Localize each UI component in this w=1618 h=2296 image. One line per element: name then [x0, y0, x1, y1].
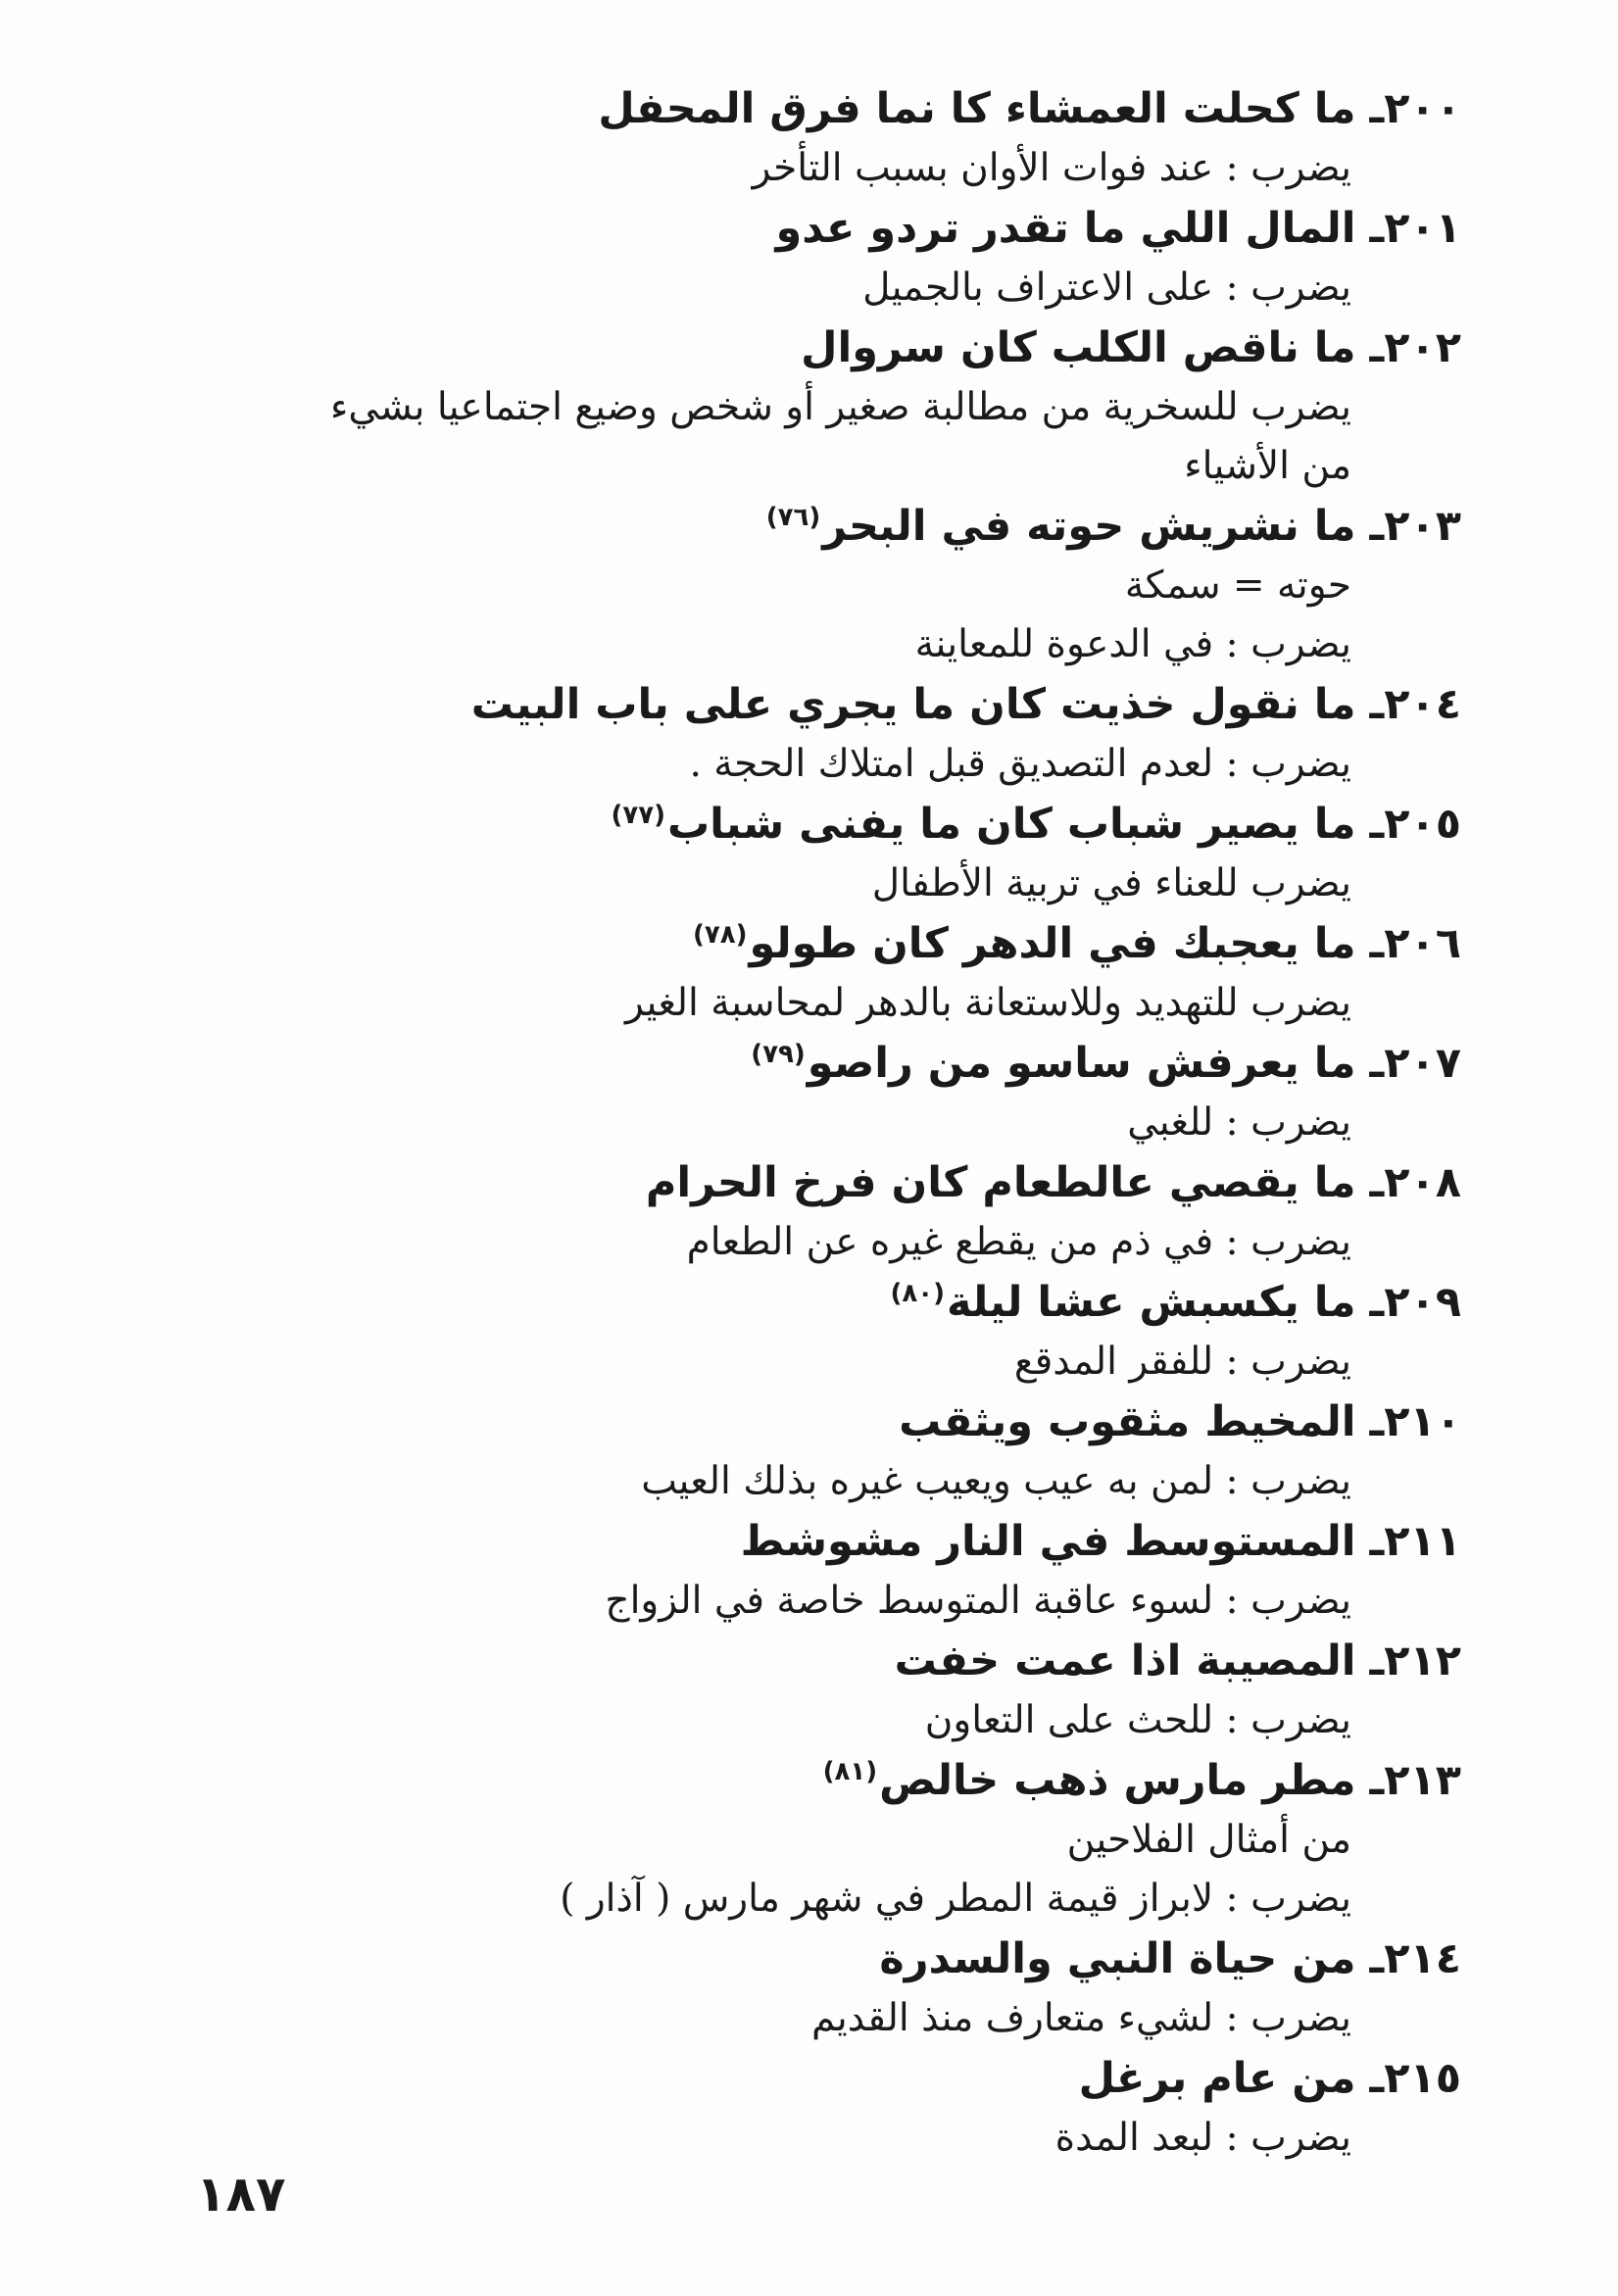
proverb-explanation-line: يضرب : لابراز قيمة المطر في شهر مارس ( آذار ) — [560, 1877, 1351, 1921]
proverb-explanation-line: يضرب : لشيء متعارف منذ القديم — [810, 1996, 1351, 2040]
proverb-title: المال اللي ما تقدر تردو عدو — [775, 204, 1356, 253]
page-number: ١٨٧ — [196, 2166, 286, 2223]
proverb-entry — [109, 198, 1461, 318]
proverb-number: ٢٠٨ـ — [1369, 1158, 1461, 1207]
proverb-explanation-line: يضرب للتهديد وللاستعانة بالدهر لمحاسبة الغير — [625, 981, 1351, 1025]
proverb-entry — [109, 1152, 1461, 1272]
proverb-explanation-line: يضرب : لبعد المدة — [1054, 2116, 1351, 2160]
proverb-number: ٢٠٤ـ — [1369, 680, 1461, 729]
footnote-marker: (٧٨) — [693, 919, 748, 950]
proverb-heading — [109, 318, 1461, 378]
proverb-heading — [109, 1750, 1461, 1811]
proverb-entry — [109, 1033, 1461, 1152]
proverb-title: ما ناقص الكلب كان سروال — [801, 323, 1356, 372]
footnote-marker: (٧٦) — [765, 502, 821, 532]
proverb-title: مطر مارس ذهب خالص — [879, 1756, 1356, 1805]
proverb-title: ما يكسبش عشا ليلة — [947, 1278, 1356, 1327]
proverb-entry — [109, 78, 1461, 198]
proverb-number: ٢٠٢ـ — [1369, 323, 1461, 372]
proverb-entry — [109, 674, 1461, 794]
proverb-title: ما كحلت العمشاء كا نما فرق المحفل — [598, 84, 1356, 133]
proverbs-list — [109, 78, 1461, 2168]
proverb-heading — [109, 1392, 1461, 1452]
proverb-heading — [109, 794, 1461, 855]
proverb-heading — [109, 1631, 1461, 1691]
proverb-title: ما نشريش حوته في البحر — [822, 502, 1356, 551]
proverb-entry — [109, 913, 1461, 1033]
proverb-explanation-line: يضرب للسخرية من مطالبة صغير أو شخص وضيع اجتماعيا بشيء — [330, 385, 1351, 429]
proverb-explanation-line: يضرب : في ذم من يقطع غيره عن الطعام — [686, 1220, 1351, 1264]
proverb-entry — [109, 1272, 1461, 1392]
proverb-explanation-line: من أمثال الفلاحين — [1066, 1818, 1351, 1862]
proverb-heading — [109, 78, 1461, 139]
proverb-number: ٢٠٧ـ — [1369, 1039, 1461, 1088]
proverb-explanation-line: يضرب : للفقر المدقع — [1013, 1340, 1351, 1384]
proverb-number: ٢١٠ـ — [1369, 1397, 1461, 1446]
proverb-title: ما يصير شباب كان ما يفنى شباب — [666, 800, 1356, 849]
proverb-explanation-line: يضرب : للحث على التعاون — [924, 1698, 1351, 1742]
proverb-number: ٢١٢ـ — [1369, 1637, 1461, 1685]
footnote-marker: (٨٠) — [890, 1278, 946, 1308]
proverb-title: ما يقصي عالطعام كان فرخ الحرام — [645, 1158, 1356, 1207]
proverb-number: ٢٠٣ـ — [1369, 502, 1461, 551]
proverb-heading — [109, 913, 1461, 974]
proverb-number: ٢٠٦ـ — [1369, 919, 1461, 968]
proverb-heading — [109, 674, 1461, 735]
proverb-explanation-line: يضرب : لعدم التصديق قبل امتلاك الحجة . — [689, 742, 1351, 786]
proverb-heading — [109, 1152, 1461, 1213]
proverb-explanation-line: يضرب : على الاعتراف بالجميل — [862, 266, 1351, 310]
proverb-heading — [109, 1272, 1461, 1333]
proverb-number: ٢١٤ـ — [1369, 1934, 1461, 1983]
proverb-heading — [109, 1511, 1461, 1572]
proverb-title: المستوسط في النار مشوشط — [740, 1517, 1356, 1566]
proverb-number: ٢٠٠ـ — [1369, 84, 1461, 133]
proverb-number: ٢١١ـ — [1369, 1517, 1461, 1566]
proverb-heading — [109, 2048, 1461, 2109]
proverb-number: ٢١٥ـ — [1369, 2054, 1461, 2103]
proverb-explanation-line: يضرب للعناء في تربية الأطفال — [871, 861, 1351, 905]
proverb-explanation-line: يضرب : لسوء عاقبة المتوسط خاصة في الزواج — [605, 1579, 1351, 1623]
proverb-title: من عام برغل — [1078, 2054, 1356, 2103]
proverb-number: ٢١٣ـ — [1369, 1756, 1461, 1805]
proverb-number: ٢٠٥ـ — [1369, 800, 1461, 849]
proverb-title: ما يعرفش ساسو من راصو — [807, 1039, 1356, 1088]
proverb-number: ٢٠٩ـ — [1369, 1278, 1461, 1327]
proverb-explanation-line: من الأشياء — [1184, 444, 1351, 488]
proverb-entry — [109, 2048, 1461, 2168]
proverb-heading — [109, 1033, 1461, 1094]
proverb-explanation-line: يضرب : عند فوات الأوان بسبب التأخر — [752, 146, 1351, 190]
proverb-title: المخيط مثقوب ويثقب — [899, 1397, 1356, 1446]
proverb-title: المصيبة اذا عمت خفت — [894, 1637, 1356, 1685]
proverb-entry — [109, 1929, 1461, 2048]
proverb-title: ما يعجبك في الدهر كان طولو — [749, 919, 1356, 968]
proverb-entry — [109, 1631, 1461, 1750]
footnote-marker: (٧٩) — [751, 1039, 806, 1069]
proverb-entry — [109, 794, 1461, 913]
proverb-entry — [109, 1511, 1461, 1631]
proverb-entry — [109, 1750, 1461, 1929]
proverb-heading — [109, 198, 1461, 259]
proverb-title: ما نقول خذيت كان ما يجري على باب البيت — [470, 680, 1356, 729]
proverb-entry — [109, 1392, 1461, 1511]
footnote-marker: (٧٧) — [611, 800, 665, 830]
proverb-explanation-line: يضرب : لمن به عيب ويعيب غيره بذلك العيب — [641, 1459, 1351, 1503]
proverb-number: ٢٠١ـ — [1369, 204, 1461, 253]
proverb-explanation-line: حوته = سمكة — [1124, 563, 1351, 608]
proverb-explanation-line: يضرب : في الدعوة للمعاينة — [914, 622, 1351, 666]
proverb-entry — [109, 496, 1461, 674]
proverb-explanation-line: يضرب : للغبي — [1127, 1100, 1351, 1145]
proverb-entry — [109, 318, 1461, 496]
proverb-heading — [109, 496, 1461, 557]
footnote-marker: (٨١) — [822, 1756, 878, 1786]
proverb-heading — [109, 1929, 1461, 1989]
proverb-title: من حياة النبي والسدرة — [879, 1934, 1356, 1983]
